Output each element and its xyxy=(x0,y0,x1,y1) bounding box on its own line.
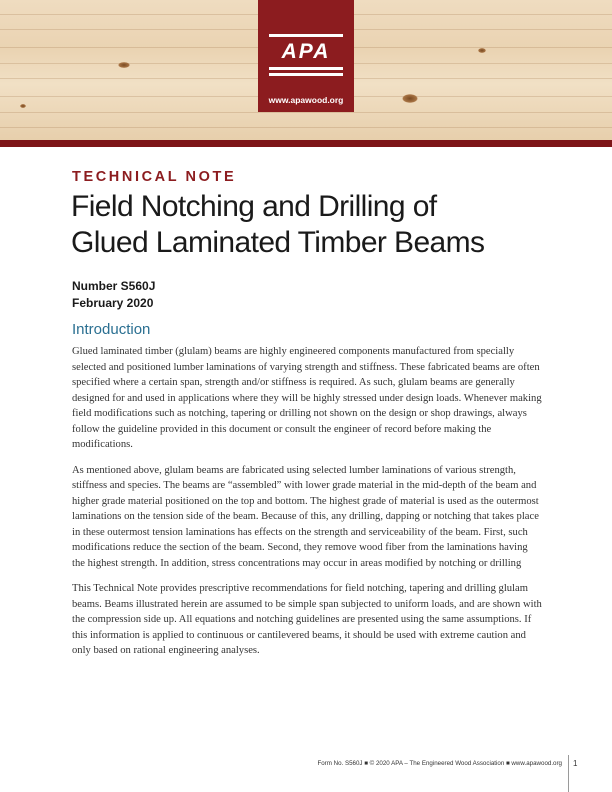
logo-text: APA xyxy=(281,40,331,63)
header-wood-banner xyxy=(0,0,612,140)
page-number: 1 xyxy=(573,759,578,768)
document-kicker: TECHNICAL NOTE xyxy=(72,169,237,185)
footer-divider xyxy=(568,755,569,792)
footer-text: Form No. S560J ■ © 2020 APA – The Engineered Wood Association ■ www.apawood.org xyxy=(317,760,562,767)
title-line-2: Glued Laminated Timber Beams xyxy=(71,226,485,259)
document-meta xyxy=(72,278,155,312)
logo-bar-middle xyxy=(269,67,343,70)
website-link[interactable]: www.apawood.org xyxy=(268,95,344,105)
document-date: February 2020 xyxy=(72,296,154,310)
paragraph: This Technical Note provides prescriptive recommendations for field notching, tapering and drilling glulam beams. Beams illustrated herein are assumed to be simple span subjected to uniform loads, and are shown with the compression side up. All equations and notching guidelines are presented using the same assumptions. If this information is applied to continuous or cantilevered beams, it should be used with extreme caution and only based on rational engineering analyses. xyxy=(72,583,542,656)
logo-bar-top xyxy=(269,34,343,37)
apa-logo[interactable] xyxy=(258,0,354,112)
paragraph: Glued laminated timber (glulam) beams are highly engineered components manufactured from specially selected and positioned lumber laminations of varying strength and stiffness. These fabricated beams are often specified where a certain span, strength and/or stiffness is required. As such, glulam beams are generally designed for and used in applications where they will be highly stressed under design loads. Whenever making field modifications such as notching, tapering or drilling not shown on the design or shop drawings, always follow the guideline provided in this document or consult the engineer of record before making the modifications. xyxy=(72,346,542,450)
section-heading: Introduction xyxy=(72,321,151,338)
section-body xyxy=(72,344,542,669)
title-line-1: Field Notching and Drilling of xyxy=(71,190,437,223)
header-divider xyxy=(0,140,612,147)
document-number: Number S560J xyxy=(72,279,156,293)
document-title xyxy=(71,189,571,261)
paragraph: As mentioned above, glulam beams are fabricated using selected lumber laminations of various strength, stiffness and species. The beams are “assembled” with lower grade material in the mid-depth of the beam and higher grade material positioned on the top and bottom. The highest grade of material is used as the outermost laminations on the tension side of the beam. Because of this, any drilling, dapping or notching that takes place in these outermost tension laminations has effects on the strength and serviceability of the beam. First, such modifications reduce the section of the beam. Second, they remove wood fiber from the laminations having the highest strength. In addition, stress concentrations may occur in areas modified by notching or drilling xyxy=(72,464,539,569)
logo-bar-bottom xyxy=(269,73,343,76)
